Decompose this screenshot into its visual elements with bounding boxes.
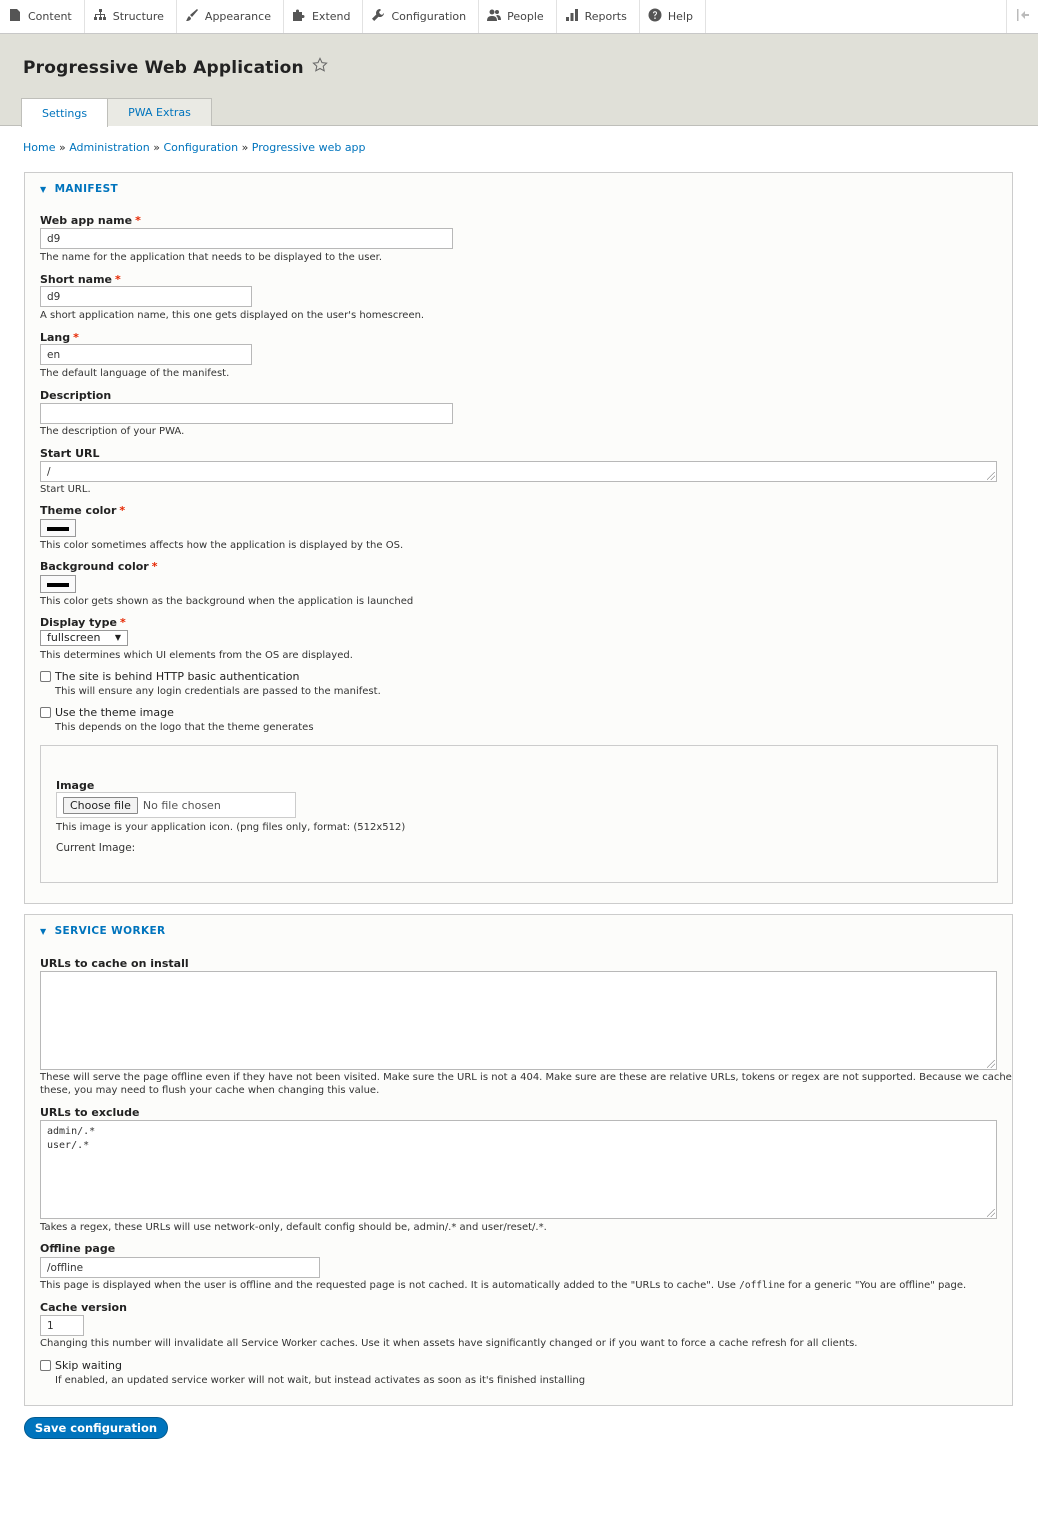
start-url-label: Start URL [40,447,100,460]
skip-waiting-label[interactable]: Skip waiting [55,1359,123,1372]
page-header [0,34,1038,126]
toolbar-configuration-label: Configuration [391,10,467,23]
http-auth-label[interactable]: The site is behind HTTP basic authentication [55,670,300,683]
admin-toolbar [0,0,1038,34]
breadcrumb-home[interactable]: Home [23,141,56,154]
cache-version-label: Cache version [40,1301,127,1314]
wrench-icon [371,8,385,25]
manifest-legend-label: MANIFEST [54,183,119,195]
theme-image-description: This depends on the logo that the theme generates [55,722,314,733]
toolbar-help-label: Help [667,10,693,23]
toolbar-structure[interactable] [85,0,177,33]
sitemap-icon [93,8,107,25]
tab-settings[interactable]: Settings [21,98,108,127]
service-worker-fieldset [24,914,1013,1406]
service-worker-legend[interactable] [40,925,166,937]
breadcrumb-administration[interactable]: Administration [69,141,150,154]
resize-grip-icon[interactable] [987,472,995,480]
theme-image-label[interactable]: Use the theme image [55,706,174,719]
breadcrumb-separator: » [153,141,160,154]
urls-to-cache-textarea[interactable] [40,971,997,1070]
offline-page-input[interactable]: /offline [40,1257,320,1278]
toolbar-extend[interactable] [284,0,364,33]
bar-chart-icon [565,8,579,25]
skip-waiting-option [40,1359,122,1372]
primary-tabs [21,98,212,127]
urls-to-cache-description-2: these, you may need to flush your cache when changing this value. [40,1085,380,1096]
breadcrumb [23,141,366,154]
toolbar-appearance[interactable] [177,0,284,33]
breadcrumb-separator: » [241,141,249,154]
toolbar-appearance-label: Appearance [204,10,271,23]
color-swatch [47,527,69,531]
help-icon [648,8,662,25]
offline-page-label: Offline page [40,1242,116,1255]
urls-to-cache-description: These will serve the page offline even if they have not been visited. Make sure the URL is not a 404. Make sure are these are relative URLs, tokens or regex are not supported. Because we cache [40,1072,1012,1083]
display-type-description: This determines which UI elements from the OS are displayed. [40,650,353,661]
triangle-down-icon: ▼ [40,184,47,194]
manifest-fieldset [24,172,1013,904]
choose-file-button[interactable]: Choose file [63,797,138,814]
description-input[interactable] [40,403,453,424]
http-auth-checkbox[interactable] [40,671,51,682]
skip-waiting-checkbox[interactable] [40,1360,51,1371]
paintbrush-icon [185,8,199,25]
cache-version-description: Changing this number will invalidate all Service Worker caches. Use it when assets have significantly changed or if you want to force a cache refresh for all clients. [40,1338,858,1349]
lang-input[interactable]: en [40,344,252,365]
lang-label: Lang * [40,331,79,344]
start-url-description: Start URL. [40,484,91,495]
web-app-name-label: Web app name * [40,214,141,227]
service-worker-legend-label: SERVICE WORKER [54,925,166,937]
image-label: Image [56,779,95,792]
display-type-label: Display type * [40,616,126,629]
current-image-label: Current Image: [56,842,136,854]
star-icon[interactable] [312,57,328,78]
image-file-input[interactable] [56,792,296,818]
breadcrumb-progressive-web-app[interactable]: Progressive web app [251,141,366,154]
manifest-legend[interactable] [40,183,118,195]
description-label: Description [40,389,112,402]
theme-color-picker[interactable] [40,519,76,537]
background-color-picker[interactable] [40,575,76,593]
theme-image-checkbox[interactable] [40,707,51,718]
resize-grip-icon[interactable] [987,1209,995,1217]
short-name-description: A short application name, this one gets displayed on the user's homescreen. [40,310,425,321]
toolbar-content[interactable] [0,0,85,33]
web-app-name-input[interactable]: d9 [40,228,453,249]
save-configuration-button[interactable]: Save configuration [24,1417,168,1439]
color-swatch [47,583,69,587]
resize-grip-icon[interactable] [987,1060,995,1068]
cache-version-input[interactable]: 1 [40,1315,84,1336]
short-name-input[interactable]: d9 [40,286,252,307]
urls-to-cache-label: URLs to cache on install [40,957,189,970]
description-description: The description of your PWA. [40,426,185,437]
file-icon [8,8,22,25]
file-status: No file chosen [142,798,221,812]
tab-pwa-extras[interactable]: PWA Extras [108,98,212,126]
display-type-select[interactable] [40,630,128,646]
background-color-label: Background color * [40,560,158,573]
urls-to-exclude-textarea[interactable]: admin/.* user/.* [40,1120,997,1219]
people-icon [487,8,501,25]
image-wrapper [40,745,998,883]
image-description: This image is your application icon. (png files only, format: (512x512) [56,822,406,833]
triangle-down-icon: ▼ [40,926,47,936]
breadcrumb-configuration[interactable]: Configuration [163,141,239,154]
urls-to-exclude-description: Takes a regex, these URLs will use network-only, default config should be, admin/.* and user/reset/.*. [40,1222,547,1233]
puzzle-icon [292,8,306,25]
toolbar-structure-label: Structure [112,10,164,23]
toolbar-configuration[interactable] [363,0,479,33]
toolbar-reports[interactable] [557,0,640,33]
breadcrumb-separator: » [58,141,66,154]
skip-waiting-description: If enabled, an updated service worker will not wait, but instead activates as soon as it's finished installing [55,1375,586,1386]
toolbar-reports-label: Reports [584,10,627,23]
toolbar-help[interactable] [640,0,706,33]
offline-page-description: This page is displayed when the user is offline and the requested page is not cached. It is automatically added to the "URLs to cache". Use /offline for a generic "You are offline" page. [40,1280,967,1291]
chevron-down-icon: ▼ [114,633,121,642]
web-app-name-description: The name for the application that needs to be displayed to the user. [40,252,383,263]
toolbar-extend-label: Extend [311,10,351,23]
lang-description: The default language of the manifest. [40,368,230,379]
page-title: Progressive Web Application [23,57,304,78]
start-url-input[interactable]: / [40,461,997,482]
toolbar-people[interactable] [479,0,557,33]
short-name-label: Short name * [40,273,121,286]
toolbar-content-label: Content [28,10,72,23]
toolbar-orientation-toggle[interactable] [1006,0,1038,33]
theme-color-description: This color sometimes affects how the application is displayed by the OS. [40,540,404,551]
display-type-value: fullscreen [47,631,101,644]
background-color-description: This color gets shown as the background when the application is launched [40,596,414,607]
urls-to-exclude-label: URLs to exclude [40,1106,140,1119]
theme-color-label: Theme color * [40,504,126,517]
http-auth-option [40,670,300,683]
theme-image-option [40,706,174,719]
http-auth-description: This will ensure any login credentials are passed to the manifest. [55,686,381,697]
toolbar-people-label: People [507,10,544,23]
collapse-sidebar-icon [1016,9,1030,24]
